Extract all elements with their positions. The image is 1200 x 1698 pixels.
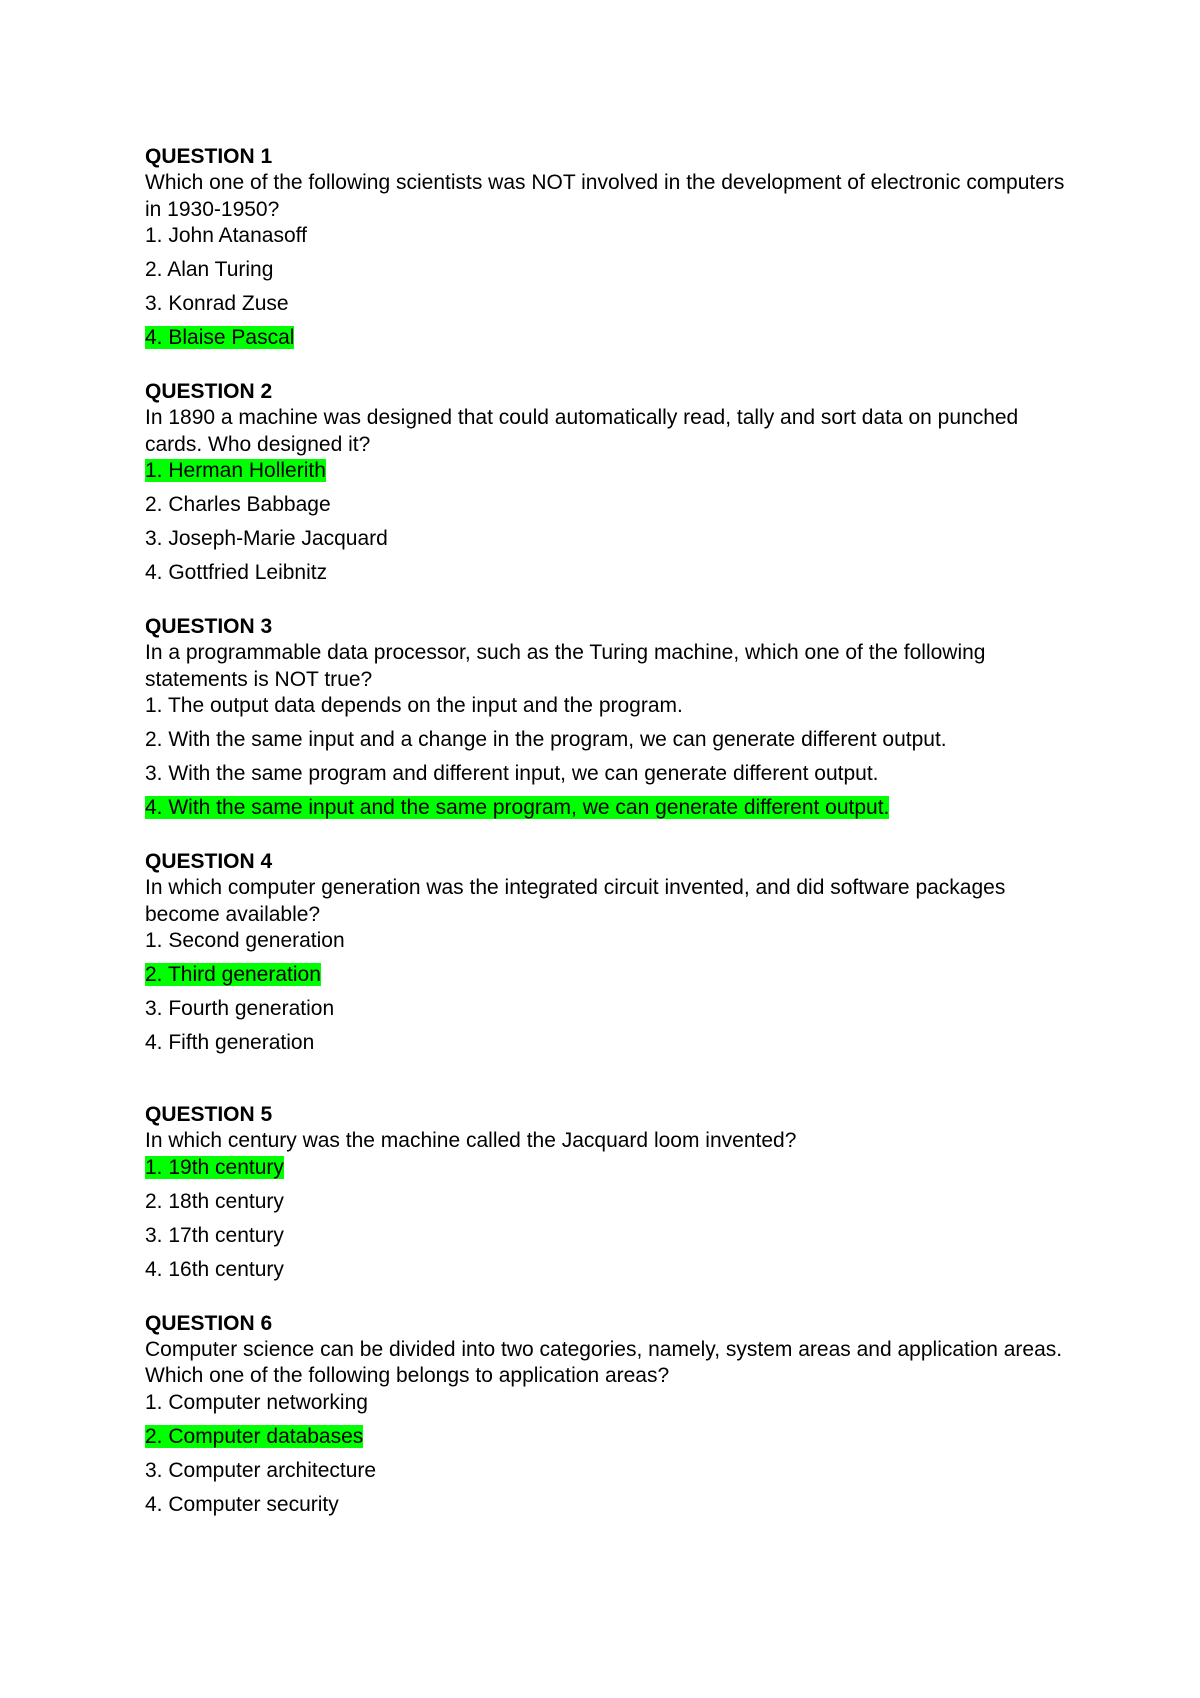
- answer-option-label: 2. Computer databases: [145, 1424, 364, 1448]
- answer-option: [145, 1030, 1065, 1056]
- question-1: [145, 144, 1065, 351]
- question-title: QUESTION 1: [145, 145, 273, 168]
- answer-option: [145, 1257, 1065, 1283]
- answer-option: [145, 560, 1065, 586]
- answer-options: [145, 693, 1065, 821]
- answer-options: [145, 1390, 1065, 1518]
- question-text: In which century was the machine called the Jacquard loom invented?: [145, 1129, 797, 1152]
- answer-option-label: 2. With the same input and a change in the program, we can generate different output.: [145, 728, 947, 751]
- answer-option: [145, 693, 1065, 719]
- answer-option: [145, 1189, 1065, 1215]
- answer-option-label: 1. 19th century: [145, 1155, 284, 1179]
- answer-option: [145, 1458, 1065, 1484]
- answer-option: [145, 1223, 1065, 1249]
- answer-option-label: 4. Gottfried Leibnitz: [145, 561, 328, 584]
- answer-option: [145, 727, 1065, 753]
- answer-option-label: 4. With the same input and the same program, we can generate different output.: [145, 796, 890, 819]
- answer-option-label: 2. Alan Turing: [145, 258, 274, 281]
- correct-answer-option: [145, 1424, 1065, 1450]
- answer-option: [145, 257, 1065, 283]
- question-5: [145, 1102, 1065, 1283]
- answer-option-label: 4. Fifth generation: [145, 1031, 315, 1054]
- answer-options: [145, 458, 1065, 586]
- answer-option: [145, 492, 1065, 518]
- correct-answer-option: [145, 962, 1065, 988]
- answer-option-label: 1. Computer networking: [145, 1390, 368, 1414]
- answer-option: [145, 223, 1065, 249]
- answer-option-label: 2. Third generation: [145, 963, 321, 986]
- answer-option-label: 3. Joseph-Marie Jacquard: [145, 527, 388, 550]
- correct-answer-option: [145, 1155, 1065, 1181]
- answer-option: [145, 526, 1065, 552]
- answer-option-label: 3. 17th century: [145, 1223, 284, 1247]
- question-title: QUESTION 5: [145, 1103, 273, 1126]
- answer-option-label: 3. Fourth generation: [145, 997, 335, 1020]
- question-text: In which computer generation was the integrated circuit invented, and did software packages become available?: [145, 876, 1006, 926]
- question-title: QUESTION 2: [145, 380, 273, 403]
- answer-options: [145, 223, 1065, 351]
- question-title: QUESTION 6: [145, 1311, 273, 1335]
- question-6: [145, 1311, 1065, 1518]
- answer-option: [145, 1390, 1065, 1416]
- question-title: QUESTION 4: [145, 850, 273, 873]
- answer-option-label: 2. Charles Babbage: [145, 493, 331, 516]
- answer-option: [145, 996, 1065, 1022]
- question-text: In 1890 a machine was designed that could automatically read, tally and sort data on punched cards. Who designed it?: [145, 406, 1019, 456]
- correct-answer-option: [145, 458, 1065, 484]
- answer-options: [145, 1155, 1065, 1283]
- question-text: Which one of the following scientists was NOT involved in the development of electronic computers in 1930-1950?: [145, 171, 1065, 221]
- answer-option-label: 3. Konrad Zuse: [145, 292, 289, 315]
- answer-option-label: 1. The output data depends on the input and the program.: [145, 694, 683, 717]
- question-text: In a programmable data processor, such as the Turing machine, which one of the following statements is NOT true?: [145, 641, 986, 691]
- question-2: [145, 379, 1065, 586]
- question-text: Computer science can be divided into two categories, namely, system areas and application areas. Which one of the following belongs to application areas?: [145, 1337, 1063, 1387]
- answer-option-label: 2. 18th century: [145, 1189, 284, 1213]
- question-title: QUESTION 3: [145, 615, 273, 638]
- correct-answer-option: [145, 795, 1065, 821]
- answer-option-label: 3. Computer architecture: [145, 1458, 377, 1482]
- question-3: [145, 614, 1065, 821]
- answer-option-label: 4. Computer security: [145, 1492, 339, 1516]
- answer-option-label: 1. John Atanasoff: [145, 224, 307, 247]
- answer-options: [145, 928, 1065, 1056]
- answer-option-label: 1. Second generation: [145, 929, 345, 952]
- question-4: [145, 849, 1065, 1056]
- answer-option-label: 1. Herman Hollerith: [145, 459, 326, 482]
- answer-option: [145, 291, 1065, 317]
- answer-option: [145, 1492, 1065, 1518]
- answer-option-label: 4. Blaise Pascal: [145, 326, 295, 349]
- answer-option: [145, 761, 1065, 787]
- answer-option-label: 4. 16th century: [145, 1257, 284, 1281]
- answer-option: [145, 928, 1065, 954]
- quiz-page: [145, 144, 1065, 1518]
- answer-option-label: 3. With the same program and different input, we can generate different output.: [145, 762, 879, 785]
- correct-answer-option: [145, 325, 1065, 351]
